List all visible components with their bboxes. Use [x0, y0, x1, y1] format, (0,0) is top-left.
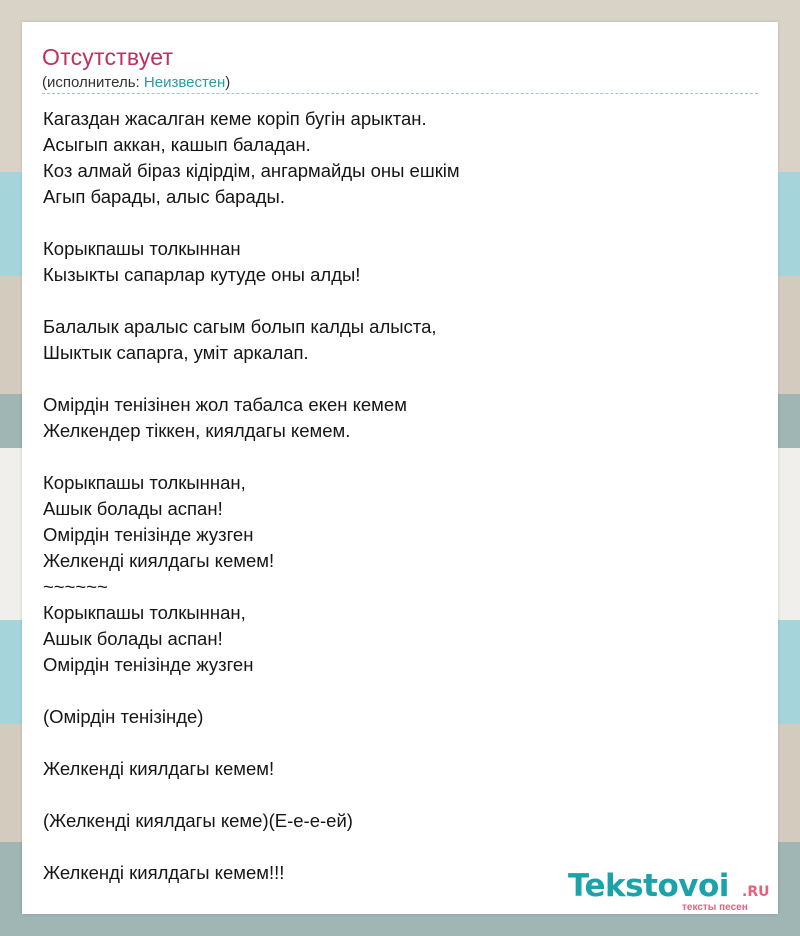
- divider: [42, 93, 758, 94]
- song-title: Отсутствует: [42, 44, 174, 70]
- lyrics-line: Омірдін тенізінен жол табалса екен кемем: [43, 394, 407, 415]
- lyrics-line: [43, 730, 460, 756]
- lyrics-line: (Желкенді киялдагы кеме)(Е-е-е-ей): [43, 810, 353, 831]
- lyrics-line: Балалык аралыс сагым болып калды алыста,: [43, 316, 437, 337]
- logo-tagline: тексты песен: [682, 902, 748, 913]
- site-logo[interactable]: [568, 868, 778, 914]
- lyrics-line: Коз алмай біраз кідірдім, ангармайды оны ешкім: [43, 160, 460, 181]
- lyrics-line: Асыгып аккан, кашып баладан.: [43, 134, 311, 155]
- lyrics-text: [43, 106, 460, 886]
- lyrics-line: Шыктык сапарга, уміт аркалап.: [43, 342, 309, 363]
- lyrics-card: [22, 22, 778, 914]
- lyrics-line: Кызыкты сапарлар кутуде оны алды!: [43, 264, 361, 285]
- lyrics-line: Желкендер тіккен, киялдагы кемем.: [43, 420, 351, 441]
- lyrics-line: [43, 288, 460, 314]
- lyrics-line: Агып барады, алыс барады.: [43, 186, 285, 207]
- lyrics-line: [43, 444, 460, 470]
- logo-tld: .RU: [742, 884, 770, 900]
- lyrics-line: Желкенді киялдагы кемем!!!: [43, 862, 285, 883]
- performer-line: (исполнитель: Неизвестен): [42, 74, 231, 91]
- lyrics-line: Желкенді киялдагы кемем!: [43, 550, 275, 571]
- lyrics-line: Желкенді киялдагы кемем!: [43, 758, 275, 779]
- performer-link[interactable]: Неизвестен: [143, 74, 226, 91]
- lyrics-line: [43, 782, 460, 808]
- lyrics-line: Омірдін тенізінде жузген: [43, 654, 254, 675]
- performer-label: исполнитель:: [47, 74, 140, 91]
- lyrics-line: [43, 210, 460, 236]
- lyrics-line: Ашык болады аспан!: [43, 498, 223, 519]
- lyrics-line: [43, 366, 460, 392]
- lyrics-line: Корыкпашы толкыннан: [43, 238, 241, 259]
- lyrics-line: Омірдін тенізінде жузген: [43, 524, 254, 545]
- lyrics-line: [43, 678, 460, 704]
- logo-brand: Tekstovoi: [568, 868, 729, 904]
- lyrics-line: (Омірдін тенізінде): [43, 706, 204, 727]
- lyrics-line: Корыкпашы толкыннан,: [43, 472, 246, 493]
- lyrics-line: ~~~~~~: [43, 576, 108, 597]
- lyrics-line: [43, 834, 460, 860]
- lyrics-line: Корыкпашы толкыннан,: [43, 602, 246, 623]
- lyrics-line: Ашык болады аспан!: [43, 628, 223, 649]
- lyrics-line: Кагаздан жасалган кеме коріп бугін арыктан.: [43, 108, 427, 129]
